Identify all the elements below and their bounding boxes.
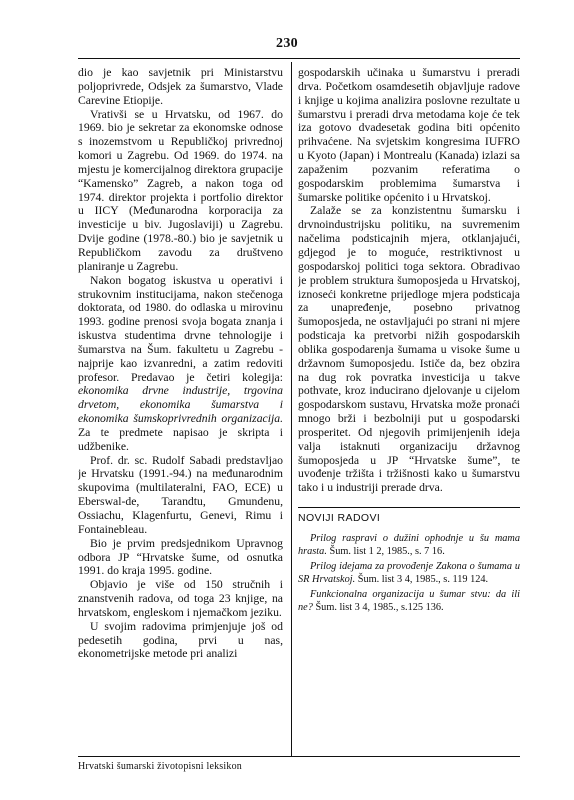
work-item <box>298 532 520 559</box>
text-run: Nakon bogatog iskustva u operativi i strukovnim institucijama, nakon stečenoga doktorata, od 1980. do odlaska u mirovinu 1993. godine prenosi svoja bogata znanja i iskustva studentima drvne tehnologije i šumarstva na Šum. fakultetu u Zagrebu - najprije kao izvanredni, a zatim redoviti profesor. Predavao je četiri kolegija: <box>78 273 283 384</box>
paragraph <box>78 66 283 108</box>
paragraph <box>78 578 283 620</box>
work-title: Prilog raspravi o dužini ophodnje u šu mama hrasta. <box>298 533 520 558</box>
work-item <box>298 560 520 587</box>
work-title: Funkcionalna organizacija u šumar stvu: da ili ne? <box>298 588 520 614</box>
footer-text: Hrvatski šumarski životopisni leksikon <box>78 761 242 772</box>
text-run: Vrativši se u Hrvatsku, od 1967. do 1969. bio je sekretar za ekonomske odnose s inozemstvom u Republičkoj privrednoj komori u Zagrebu. Od 1969. do 1974. na mjestu je komercijalnog direktora grupacije “Kamensko” Zagreb, a nakon toga od 1974. direktor projekta i portfolio direktor u IICY (Međunarodna korporacija za investicije u biv. Jugoslaviji) u Zagrebu. Dvije godine (1978.-80.) bio je savjetnik u Republičkom zavodu za društveno planiranje u Zagrebu. <box>78 107 283 273</box>
left-column <box>78 66 283 752</box>
right-column-text <box>298 66 520 495</box>
text-run: Za te predmete napisao je skripta i udžbenike. <box>78 425 283 453</box>
work-title: Prilog idejama za provođenje Zakona o šumama u SR Hrvatskoj. <box>298 560 520 586</box>
right-column <box>298 66 520 752</box>
paragraph <box>78 620 283 662</box>
text-run: dio je kao savjetnik pri Ministarstvu poljoprivrede, Odsjek za šumarstvo, Vlade Carevine Etiopije. <box>78 66 283 107</box>
paragraph <box>78 274 283 454</box>
italic-text: ekonomika drvne industrije, trgovina drvetom, ekonomika šumarstva i ekonomika šumskoprivrednih organizacija. <box>78 384 283 426</box>
work-reference: Šum. list 1 2, 1985., s. 7 16. <box>326 546 445 558</box>
paragraph <box>78 454 283 537</box>
header-rule <box>78 58 520 59</box>
text-run: Prof. dr. sc. Rudolf Sabadi predstavljao je Hrvatsku (1991.-94.) na međunarodnim skupovima (multilateralni, FAO, ECE) u Eberswal-de, Tarandtu, Gmundenu, Ossiachu, Klagenfurtu, Genevi, Rimu i Fontainebleau. <box>78 453 283 536</box>
text-run: Objavio je više od 150 stručnih i znanstvenih radova, od toga 23 knjige, na hrvatskom, engleskom i njemačkom jeziku. <box>78 578 283 619</box>
paragraph <box>78 537 283 579</box>
work-reference: Šum. list 3 4, 1985., s. 119 124. <box>355 574 489 586</box>
works-heading: NOVIJI RADOVI <box>298 507 520 526</box>
text-run: gospodarskih učinaka u šumarstvu i preradi drva. Početkom osamdesetih objavljuje radove i knjige u kojima analizira poslovne rezultate u šumarstvu i preradi drva metodama koje će tek iza gotovo dvadesetak godina biti općenito prihvaćene. Na svjetskim kongresima IUFRO u Kyoto (Japan) i Montrealu (Kanada) izlazi sa zapaženim pozvanim referatima o gospodarskim problemima šumarstva i šumarske politike općenito i u Hrvatskoj. <box>298 66 520 204</box>
paragraph <box>298 66 520 204</box>
text-run: Zalaže se za konzistentnu šumarsku i drvnoindustrijsku politiku, na suvremenim načelima podsticajnih mjera, otklanjajući, gdjegod je to moguće, restriktivnost u gospodarskoj politici toga sektora. Obradivao je problem struktura šumoposjeda u Hrvatskoj, iznoseći konkretne prijedloge mjera podsticaja za unapređenje, posebno privatnog šumoposjeda, ne ostavljajući po strani ni mjere podsticaja ka pretvorbi nižih gospodarskih oblika gospodarenja šumama u visoke šume u državnom šumoposjedu. Ističe da, bez obzira na dug rok povratka investicija u takve pothvate, kroz inducirano djelovanje u cijelom gospodarskom sustavu, Hrvatska može pronaći mnogo brži i bezbolniji put u gospodarski prosperitet. Od njegovih primijenjenih ideja valja istaknuti organizaciju državnog šumoposjeda u JP “Hrvatske šume”, te uvođenje tržišta i tržišnosti kako u šumarstvu tako i u industriji prerade drva. <box>298 204 520 495</box>
paragraph <box>298 204 520 495</box>
page-number: 230 <box>276 36 298 51</box>
work-reference: Šum. list 3 4, 1985., s.125 136. <box>312 602 444 614</box>
left-column-text <box>78 66 283 661</box>
works-list <box>298 532 520 614</box>
paragraph <box>78 108 283 274</box>
text-run: Bio je prvim predsjednikom Upravnog odbora JP “Hrvatske šume, od osnutka 1991. do kraja 1995. godine. <box>78 536 283 578</box>
column-divider <box>291 62 292 756</box>
work-item <box>298 588 520 615</box>
footer-rule <box>78 756 520 757</box>
text-run: U svojim radovima primjenjuje još od pedesetih godina, prvi u nas, ekonometrijske metode pri analizi <box>78 619 283 661</box>
